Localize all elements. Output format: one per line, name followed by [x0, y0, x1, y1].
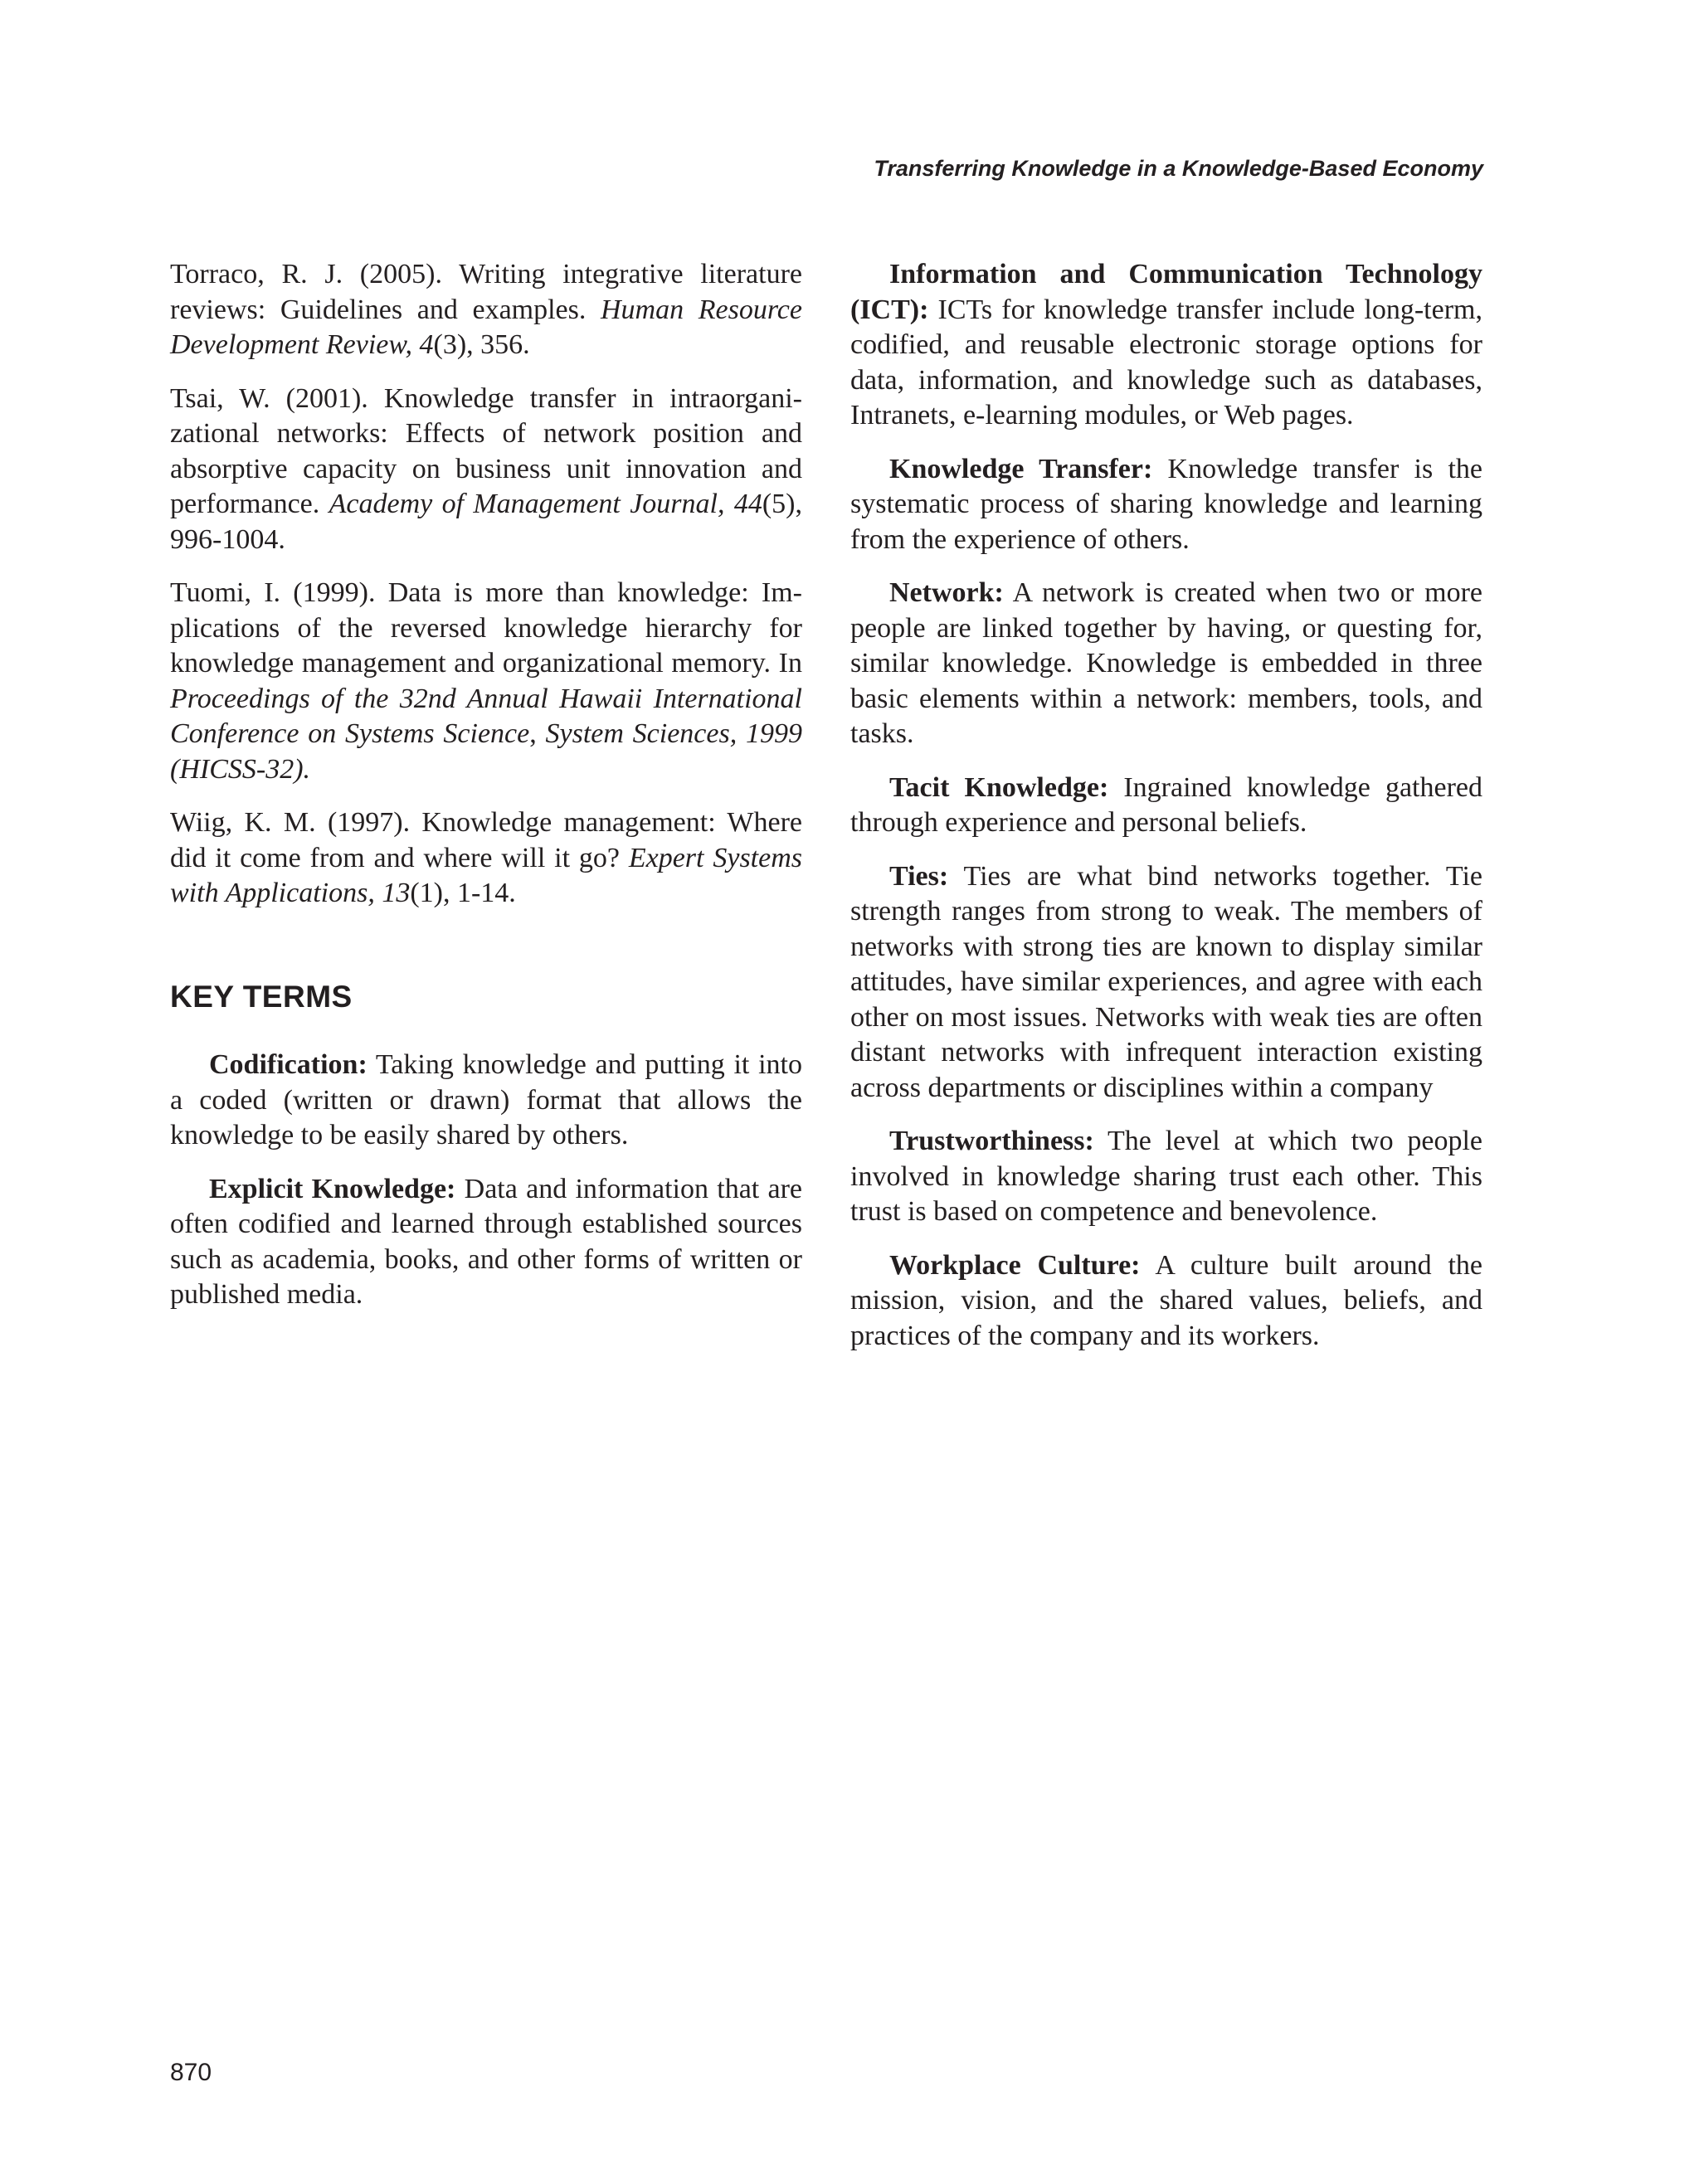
reference-text: (5), 996-1004. [170, 489, 802, 555]
reference-text: Torraco, R. J. (2005). Writing integrative literature reviews: Guidelines and examples. [170, 259, 802, 325]
page-number: 870 [170, 2059, 212, 2086]
term-definition: Data and information that are often codified and learned through established sources such as academia, books, and other forms of written or published media. [170, 1173, 803, 1310]
term-definition: Ingrained knowledge gathered through experience and personal beliefs. [850, 771, 1482, 838]
running-head: Transferring Knowledge in a Knowledge-Based Economy [874, 156, 1483, 181]
key-term-knowledge-transfer [850, 452, 1482, 558]
key-terms-heading: KEY TERMS [170, 979, 353, 1014]
left-column [170, 257, 802, 1331]
reference-tuomi [170, 576, 802, 787]
term-label: Network: [889, 577, 1004, 608]
reference-source: System Sciences, 1999 (HICSS-32). [170, 718, 802, 785]
term-definition: Knowledge transfer is the systematic process of sharing knowledge and learning from the experience of others. [850, 453, 1482, 555]
reference-source: Academy of Management Journal, 44 [329, 489, 762, 519]
reference-torraco [170, 257, 802, 363]
reference-text: (1), 1-14. [410, 878, 516, 908]
reference-text: , [529, 718, 546, 749]
reference-tsai [170, 382, 802, 558]
term-label: Workplace Culture: [889, 1249, 1141, 1281]
key-term-workplace-culture [850, 1248, 1482, 1355]
key-term-network [850, 576, 1482, 752]
reference-source: Expert Systems with Applications, 13 [170, 842, 802, 908]
term-definition: ICTs for knowledge transfer include long-term, codified, and reusable electronic storage options for data, information, and knowledge such as databases, Intranets, e-learning modules, or Web pages. [850, 294, 1482, 430]
right-column [850, 257, 1482, 1372]
key-term-ict [850, 257, 1482, 434]
key-term-codification [170, 1048, 802, 1154]
reference-text: Tuomi, I. (1999). Data is more than knowledge: Implications of the reversed knowledge hierarchy for knowledge management and organizational memory. In [170, 577, 802, 679]
term-definition: Ties are what bind networks together. Tie strength ranges from strong to weak. The members of networks with strong ties are known to display similar attitudes, have similar experiences, and agree with each other on most issues. Networks with weak ties are often distant networks with infrequent interaction existing across departments or disciplines within a company [850, 860, 1482, 1103]
reference-source: Human Resource Development Review, 4 [170, 294, 802, 360]
term-label: Codification: [209, 1049, 368, 1080]
term-label: Tacit Knowledge: [889, 771, 1109, 803]
term-label: Ties: [889, 860, 949, 892]
term-label: Explicit Knowledge: [209, 1173, 456, 1204]
key-term-ties [850, 859, 1482, 1107]
reference-wiig [170, 805, 802, 912]
reference-text: Wiig, K. M. (1997). Knowledge management: Where did it come from and where will it go? [170, 807, 802, 873]
term-label: Knowledge Transfer: [889, 453, 1153, 484]
reference-text: (3), 356. [433, 329, 530, 360]
reference-source: Proceedings of the 32nd Annual Hawaii International Conference on Systems Science [170, 683, 802, 749]
term-definition: A network is created when two or more people are linked together by having, or questing for, similar knowledge. Knowledge is embedded in three basic elements within a network: members, tools, and tasks. [850, 577, 1482, 749]
term-definition: A culture built around the mission, vision, and the shared values, beliefs, and practices of the company and its workers. [850, 1249, 1482, 1351]
term-definition: Taking knowledge and putting it into a coded (written or drawn) format that allows the knowledge to be easily shared by others. [170, 1049, 802, 1150]
key-term-tacit-knowledge [850, 771, 1482, 841]
term-label: Information and Communication Technology (ICT): [850, 259, 1482, 325]
term-definition: The level at which two people involved in knowledge sharing trust each other. This trust is based on competence and benevolence. [850, 1126, 1482, 1227]
reference-text: Tsai, W. (2001). Knowledge transfer in intraorganizational networks: Effects of network position and absorptive capacity on business unit innovation and performance. [170, 382, 802, 519]
term-label: Trustworthiness: [889, 1126, 1094, 1156]
key-term-explicit-knowledge [170, 1172, 802, 1313]
key-term-trustworthiness [850, 1124, 1482, 1230]
